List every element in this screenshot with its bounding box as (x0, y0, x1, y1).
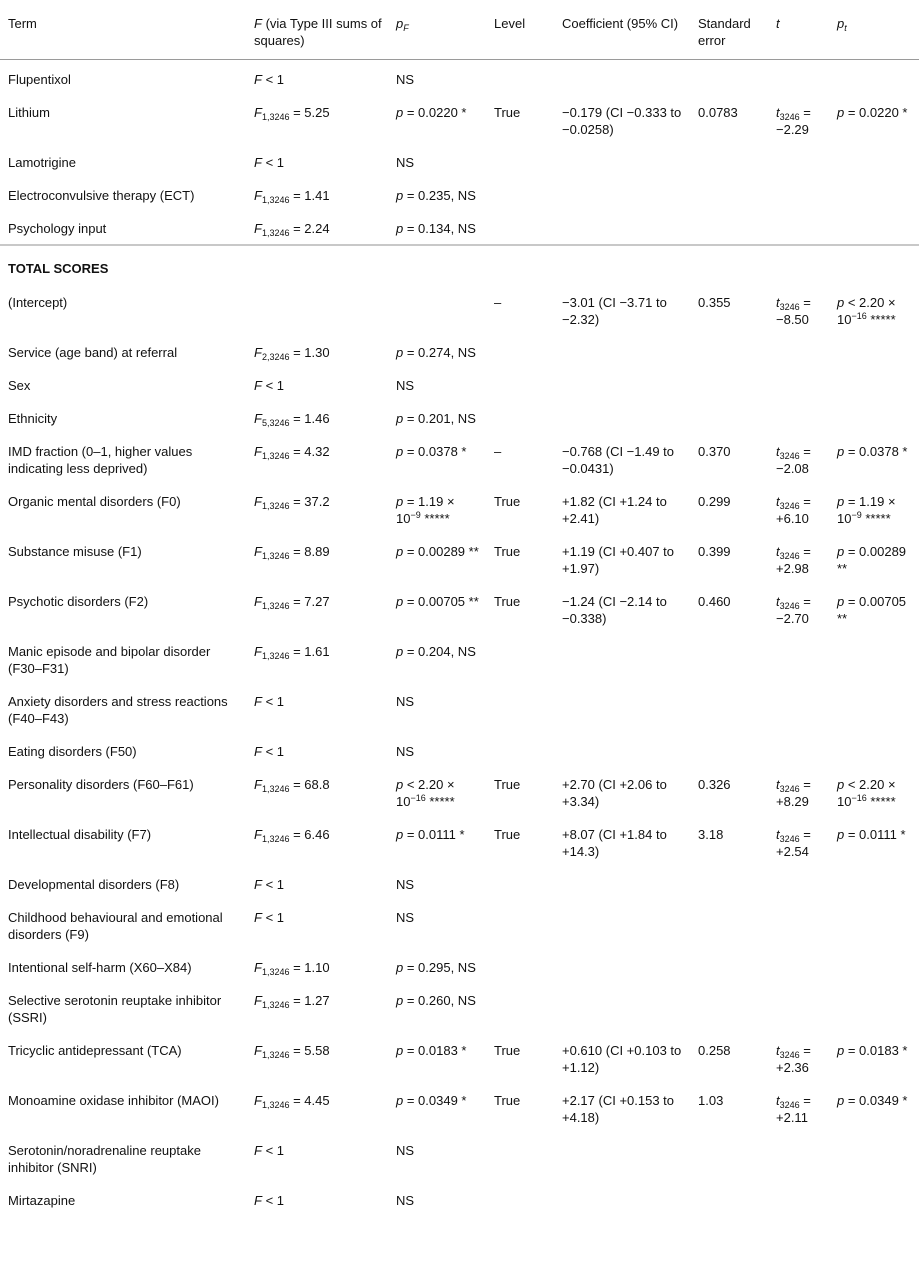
table-row (0, 584, 919, 634)
t-cell: $t_{3246} = +2.36$ (776, 1043, 811, 1075)
standard-error-cell: 0.370 (698, 444, 731, 459)
table-row (0, 734, 919, 767)
f-cell: $F_{2,3246} = 1.30$ (254, 345, 330, 362)
t-cell: $t_{3246} = -2.29$ (776, 105, 811, 137)
table-row (0, 1133, 919, 1183)
f-cell: F < 1 (254, 1193, 284, 1208)
term-cell: Intellectual disability (F7) (8, 827, 152, 842)
pt-cell (829, 867, 919, 900)
table-body (0, 60, 919, 1217)
pf-cell: p = 0.00289 ** (396, 544, 479, 559)
standard-error-cell (690, 1183, 768, 1216)
level-cell (486, 950, 554, 983)
term-cell: Electroconvulsive therapy (ECT) (8, 188, 195, 203)
pf-cell: p = 0.235, NS (396, 188, 476, 203)
level-cell: True (494, 105, 521, 120)
t-cell (768, 950, 829, 983)
coefficient-cell: −0.179 (CI −0.333 to −0.0258) (562, 105, 682, 137)
pf-cell: p = 0.260, NS (396, 993, 476, 1008)
t-cell (768, 368, 829, 401)
level-cell: True (494, 494, 521, 509)
level-cell (486, 211, 554, 245)
level-cell (486, 684, 554, 734)
t-cell (768, 1133, 829, 1183)
f-cell: $F_{1,3246} = 5.58$ (254, 1043, 330, 1060)
term-cell: Anxiety disorders and stress reactions (F40–F43) (8, 694, 228, 726)
t-cell: $t_{3246} = -8.50$ (776, 295, 811, 327)
f-cell: F < 1 (254, 72, 284, 87)
term-cell: Serotonin/noradrenaline reuptake inhibitor (SNRI) (8, 1143, 201, 1175)
term-cell: Lamotrigine (8, 155, 76, 170)
pf-cell: NS (396, 744, 415, 759)
pt-cell: $p < 2.20 \times 10^{-16}$ ***** (837, 777, 896, 809)
coefficient-cell (554, 983, 690, 1033)
term-cell: Developmental disorders (F8) (8, 877, 180, 892)
t-cell (768, 867, 829, 900)
term-cell: Personality disorders (F60–F61) (8, 777, 194, 792)
coefficient-cell (554, 734, 690, 767)
level-cell: True (494, 594, 521, 609)
table-row (0, 145, 919, 178)
pt-cell: p = 0.0349 * (837, 1093, 908, 1108)
standard-error-cell: 0.299 (698, 494, 731, 509)
table-row (0, 1033, 919, 1083)
pf-cell: NS (396, 877, 415, 892)
table-row (0, 60, 919, 96)
term-cell: Service (age band) at referral (8, 345, 178, 360)
standard-error-cell (690, 211, 768, 245)
pf-cell: p = 0.00705 ** (396, 594, 479, 609)
header-coefficient: Coefficient (95% CI) (554, 0, 690, 60)
standard-error-cell (690, 1133, 768, 1183)
level-cell (486, 867, 554, 900)
pt-cell (829, 178, 919, 211)
pf-cell: NS (396, 1143, 415, 1158)
table-row (0, 684, 919, 734)
level-cell (486, 145, 554, 178)
header-pf: $p_F$ (388, 0, 486, 60)
pf-cell: NS (396, 1193, 415, 1208)
table-row (0, 95, 919, 145)
level-cell (486, 734, 554, 767)
t-cell: $t_{3246} = -2.08$ (776, 444, 811, 476)
pf-cell: p = 0.0183 * (396, 1043, 467, 1058)
pt-cell (829, 983, 919, 1033)
pf-cell: NS (396, 910, 415, 925)
pt-cell: $p = 1.19 \times 10^{-9}$ ***** (837, 494, 896, 526)
pt-cell (829, 60, 919, 96)
f-cell: F < 1 (254, 877, 284, 892)
t-cell (768, 211, 829, 245)
standard-error-cell (690, 634, 768, 684)
coefficient-cell (554, 1183, 690, 1216)
term-cell: Substance misuse (F1) (8, 544, 142, 559)
f-cell: $F_{1,3246} = 4.32$ (254, 444, 330, 461)
header-term: Term (0, 0, 246, 60)
term-cell: Manic episode and bipolar disorder (F30–F31) (8, 644, 211, 676)
term-cell: Monoamine oxidase inhibitor (MAOI) (8, 1093, 219, 1108)
term-cell: Selective serotonin reuptake inhibitor (SSRI) (8, 993, 222, 1025)
level-cell (486, 60, 554, 96)
pt-cell: $p < 2.20 \times 10^{-16}$ ***** (837, 295, 896, 327)
coefficient-cell: −0.768 (CI −1.49 to −0.0431) (562, 444, 675, 476)
table-row (0, 983, 919, 1033)
coefficient-cell (554, 950, 690, 983)
term-cell: Flupentixol (8, 72, 71, 87)
f-cell: $F_{1,3246} = 2.24$ (254, 221, 330, 238)
pf-cell: p = 0.204, NS (396, 644, 476, 659)
standard-error-cell (690, 684, 768, 734)
pt-cell (829, 684, 919, 734)
table-row (0, 401, 919, 434)
coefficient-cell: +2.17 (CI +0.153 to +4.18) (562, 1093, 675, 1125)
t-cell: $t_{3246} = +2.11$ (776, 1093, 811, 1125)
pf-cell (388, 285, 486, 335)
f-cell: F < 1 (254, 378, 284, 393)
f-cell: $F_{1,3246} = 1.27$ (254, 993, 330, 1010)
coefficient-cell (554, 145, 690, 178)
coefficient-cell: +1.19 (CI +0.407 to +1.97) (562, 544, 675, 576)
standard-error-cell (690, 950, 768, 983)
pf-cell: p = 0.134, NS (396, 221, 476, 236)
pf-cell: NS (396, 72, 415, 87)
level-cell (486, 335, 554, 368)
coefficient-cell (554, 60, 690, 96)
table-row (0, 285, 919, 335)
f-cell: $F_{1,3246} = 37.2$ (254, 494, 330, 511)
header-f: F (via Type III sums of squares) (246, 0, 388, 60)
t-cell (768, 401, 829, 434)
table-row (0, 817, 919, 867)
header-pt: $p_t$ (829, 0, 919, 60)
f-cell: F < 1 (254, 155, 284, 170)
level-cell (486, 178, 554, 211)
f-cell: F < 1 (254, 910, 284, 925)
table-row (0, 867, 919, 900)
pf-cell: p = 0.0378 * (396, 444, 467, 459)
table-row (0, 335, 919, 368)
t-cell (768, 983, 829, 1033)
term-cell: Psychotic disorders (F2) (8, 594, 149, 609)
f-cell: $F_{1,3246} = 7.27$ (254, 594, 330, 611)
pt-cell (829, 1183, 919, 1216)
table-row (0, 368, 919, 401)
pf-cell: $p < 2.20 \times 10^{-16}$ ***** (396, 777, 455, 809)
standard-error-cell (690, 900, 768, 950)
term-cell: IMD fraction (0–1, higher values indicating less deprived) (8, 444, 193, 476)
coefficient-cell (554, 211, 690, 245)
coefficient-cell (554, 634, 690, 684)
standard-error-cell (690, 368, 768, 401)
table-row (0, 1183, 919, 1216)
level-cell: True (494, 1093, 521, 1108)
standard-error-cell (690, 983, 768, 1033)
f-cell: F < 1 (254, 1143, 284, 1158)
pf-cell: NS (396, 155, 415, 170)
f-cell: $F_{1,3246} = 1.61$ (254, 644, 330, 661)
section-title: TOTAL SCORES (0, 245, 919, 285)
coefficient-cell: +2.70 (CI +2.06 to +3.34) (562, 777, 667, 809)
level-cell (486, 1183, 554, 1216)
pt-cell: p = 0.0111 * (837, 827, 906, 842)
f-cell: $F_{1,3246} = 8.89$ (254, 544, 330, 561)
table-row (0, 484, 919, 534)
pf-cell: $p = 1.19 \times 10^{-9}$ ***** (396, 494, 455, 526)
coefficient-cell (554, 401, 690, 434)
level-cell (486, 983, 554, 1033)
pf-cell: p = 0.0349 * (396, 1093, 467, 1108)
standard-error-cell (690, 335, 768, 368)
header-t: t (768, 0, 829, 60)
pt-cell: p = 0.00705 ** (837, 594, 907, 626)
level-cell (486, 1133, 554, 1183)
pt-cell (829, 634, 919, 684)
pt-cell (829, 950, 919, 983)
pt-cell (829, 401, 919, 434)
f-cell: $F_{5,3246} = 1.46$ (254, 411, 330, 428)
standard-error-cell: 0.258 (698, 1043, 731, 1058)
level-cell (486, 368, 554, 401)
level-cell: True (494, 827, 521, 842)
level-cell (486, 900, 554, 950)
t-cell (768, 60, 829, 96)
pt-cell (829, 211, 919, 245)
t-cell (768, 178, 829, 211)
standard-error-cell: 3.18 (698, 827, 724, 842)
pt-cell: p = 0.0183 * (837, 1043, 908, 1058)
header-row (0, 0, 919, 60)
f-cell: $F_{1,3246} = 4.45$ (254, 1093, 330, 1110)
standard-error-cell (690, 867, 768, 900)
f-cell: F < 1 (254, 744, 284, 759)
f-cell: $F_{1,3246} = 5.25$ (254, 105, 330, 122)
term-cell: Ethnicity (8, 411, 58, 426)
standard-error-cell (690, 401, 768, 434)
standard-error-cell: 0.0783 (698, 105, 738, 120)
t-cell: $t_{3246} = -2.70$ (776, 594, 811, 626)
coefficient-cell (554, 178, 690, 211)
coefficient-cell (554, 900, 690, 950)
standard-error-cell: 1.03 (698, 1093, 724, 1108)
term-cell: Organic mental disorders (F0) (8, 494, 181, 509)
level-cell: True (494, 1043, 521, 1058)
level-cell (486, 401, 554, 434)
t-cell: $t_{3246} = +2.98$ (776, 544, 811, 576)
term-cell: (Intercept) (8, 295, 68, 310)
table-row (0, 767, 919, 817)
standard-error-cell: 0.460 (698, 594, 731, 609)
section-header-row (0, 245, 919, 285)
f-cell: F < 1 (254, 694, 284, 709)
coefficient-cell: −1.24 (CI −2.14 to −0.338) (562, 594, 667, 626)
coefficient-cell: +0.610 (CI +0.103 to +1.12) (562, 1043, 682, 1075)
coefficient-cell (554, 867, 690, 900)
table-row (0, 950, 919, 983)
term-cell: Psychology input (8, 221, 107, 236)
t-cell: $t_{3246} = +6.10$ (776, 494, 811, 526)
pt-cell (829, 734, 919, 767)
table-row (0, 634, 919, 684)
standard-error-cell: 0.326 (698, 777, 731, 792)
pf-cell: NS (396, 378, 415, 393)
term-cell: Intentional self-harm (X60–X84) (8, 960, 192, 975)
table-row (0, 434, 919, 484)
level-cell: – (494, 295, 502, 310)
t-cell (768, 634, 829, 684)
level-cell: True (494, 544, 521, 559)
coefficient-cell (554, 684, 690, 734)
coefficient-cell (554, 368, 690, 401)
t-cell (768, 900, 829, 950)
f-cell (246, 285, 388, 335)
header-standard-error: Standard error (690, 0, 768, 60)
t-cell (768, 1183, 829, 1216)
table-row (0, 534, 919, 584)
header-level: Level (486, 0, 554, 60)
pf-cell: p = 0.0111 * (396, 827, 465, 842)
coefficient-cell (554, 1133, 690, 1183)
coefficient-cell: +8.07 (CI +1.84 to +14.3) (562, 827, 667, 859)
t-cell: $t_{3246} = +8.29$ (776, 777, 811, 809)
coefficient-cell: +1.82 (CI +1.24 to +2.41) (562, 494, 667, 526)
term-cell: Eating disorders (F50) (8, 744, 137, 759)
pf-cell: p = 0.0220 * (396, 105, 467, 120)
table-row (0, 900, 919, 950)
pt-cell: p = 0.0220 * (837, 105, 908, 120)
term-cell: Tricyclic antidepressant (TCA) (8, 1043, 182, 1058)
t-cell (768, 734, 829, 767)
pt-cell: p = 0.00289 ** (837, 544, 907, 576)
t-cell: $t_{3246} = +2.54$ (776, 827, 811, 859)
f-cell: $F_{1,3246} = 1.41$ (254, 188, 330, 205)
level-cell: – (494, 444, 502, 459)
standard-error-cell (690, 178, 768, 211)
pf-cell: p = 0.295, NS (396, 960, 476, 975)
pt-cell (829, 900, 919, 950)
t-cell (768, 145, 829, 178)
pt-cell (829, 145, 919, 178)
pt-cell: p = 0.0378 * (837, 444, 908, 459)
f-cell: $F_{1,3246} = 1.10$ (254, 960, 330, 977)
term-cell: Childhood behavioural and emotional disorders (F9) (8, 910, 223, 942)
pf-cell: p = 0.201, NS (396, 411, 476, 426)
level-cell (486, 634, 554, 684)
term-cell: Mirtazapine (8, 1193, 76, 1208)
pf-cell: NS (396, 694, 415, 709)
t-cell (768, 335, 829, 368)
pt-cell (829, 368, 919, 401)
pf-cell: p = 0.274, NS (396, 345, 476, 360)
f-cell: $F_{1,3246} = 68.8$ (254, 777, 330, 794)
f-cell: $F_{1,3246} = 6.46$ (254, 827, 330, 844)
table-row (0, 211, 919, 245)
t-cell (768, 684, 829, 734)
standard-error-cell: 0.355 (698, 295, 731, 310)
coefficient-cell (554, 335, 690, 368)
term-cell: Lithium (8, 105, 50, 120)
pt-cell (829, 335, 919, 368)
level-cell: True (494, 777, 521, 792)
term-cell: Sex (8, 378, 31, 393)
standard-error-cell (690, 734, 768, 767)
coefficient-cell: −3.01 (CI −3.71 to −2.32) (562, 295, 667, 327)
standard-error-cell: 0.399 (698, 544, 731, 559)
table-row (0, 1083, 919, 1133)
standard-error-cell (690, 60, 768, 96)
pt-cell (829, 1133, 919, 1183)
table-row (0, 178, 919, 211)
standard-error-cell (690, 145, 768, 178)
